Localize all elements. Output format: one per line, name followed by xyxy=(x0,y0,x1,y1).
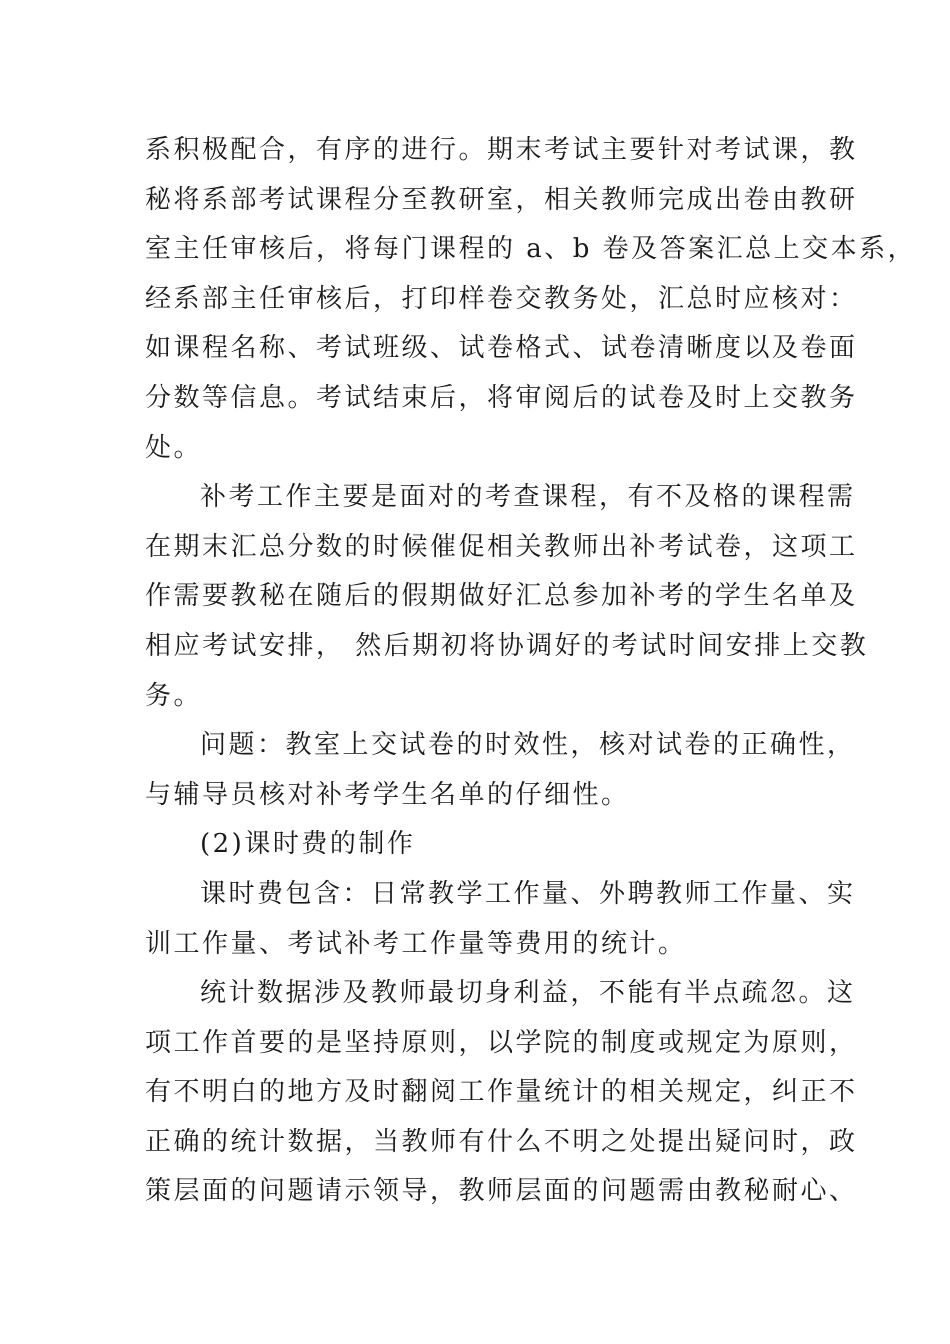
paragraph-start-line: 课时费包含：日常教学工作量、外聘教师工作量、实 xyxy=(200,878,856,909)
text-line: 与辅导员核对补考学生名单的仔细性。 xyxy=(145,779,630,810)
paragraph-start-line: 补考工作主要是面对的考查课程，有不及格的课程需 xyxy=(200,482,856,513)
text-line: 处。 xyxy=(145,432,203,463)
paragraph-start-line: 问题：教室上交试卷的时效性，核对试卷的正确性， xyxy=(200,730,856,761)
text-line: 有不明白的地方及时翻阅工作量统计的相关规定，纠正不 xyxy=(145,1077,858,1108)
text-line: 如课程名称、考试班级、试卷格式、试卷清晰度以及卷面 xyxy=(145,333,858,364)
body-text xyxy=(145,126,917,1217)
paragraph-start-line: 统计数据涉及教师最切身利益，不能有半点疏忽。这 xyxy=(200,978,856,1009)
text-line: 作需要教秘在随后的假期做好汇总参加补考的学生名单及 xyxy=(145,581,858,612)
text-line: 训工作量、考试补考工作量等费用的统计。 xyxy=(145,928,687,959)
text-line: 经系部主任审核后，打印样卷交教务处，汇总时应核对： xyxy=(145,283,858,314)
text-line: 正确的统计数据，当教师有什么不明之处提出疑问时，政 xyxy=(145,1126,858,1157)
text-line: 室主任审核后，将每门课程的 a、b 卷及答案汇总上交本系， xyxy=(145,234,917,265)
text-line: 分数等信息。考试结束后，将审阅后的试卷及时上交教务 xyxy=(145,382,858,413)
text-line: 秘将系部考试课程分至教研室，相关教师完成出卷由教研 xyxy=(145,184,858,215)
text-line: 相应考试安排， 然后期初将协调好的考试时间安排上交教 xyxy=(145,630,869,661)
text-line: 在期末汇总分数的时候催促相关教师出补考试卷，这项工 xyxy=(145,531,858,562)
text-line: 务。 xyxy=(145,680,203,711)
section-heading: (2)课时费的制作 xyxy=(200,829,416,860)
text-line: 系积极配合，有序的进行。期末考试主要针对考试课，教 xyxy=(145,135,858,165)
text-line: 策层面的问题请示领导，教师层面的问题需由教秘耐心、 xyxy=(145,1176,858,1207)
text-line: 项工作首要的是坚持原则，以学院的制度或规定为原则， xyxy=(145,1027,858,1058)
